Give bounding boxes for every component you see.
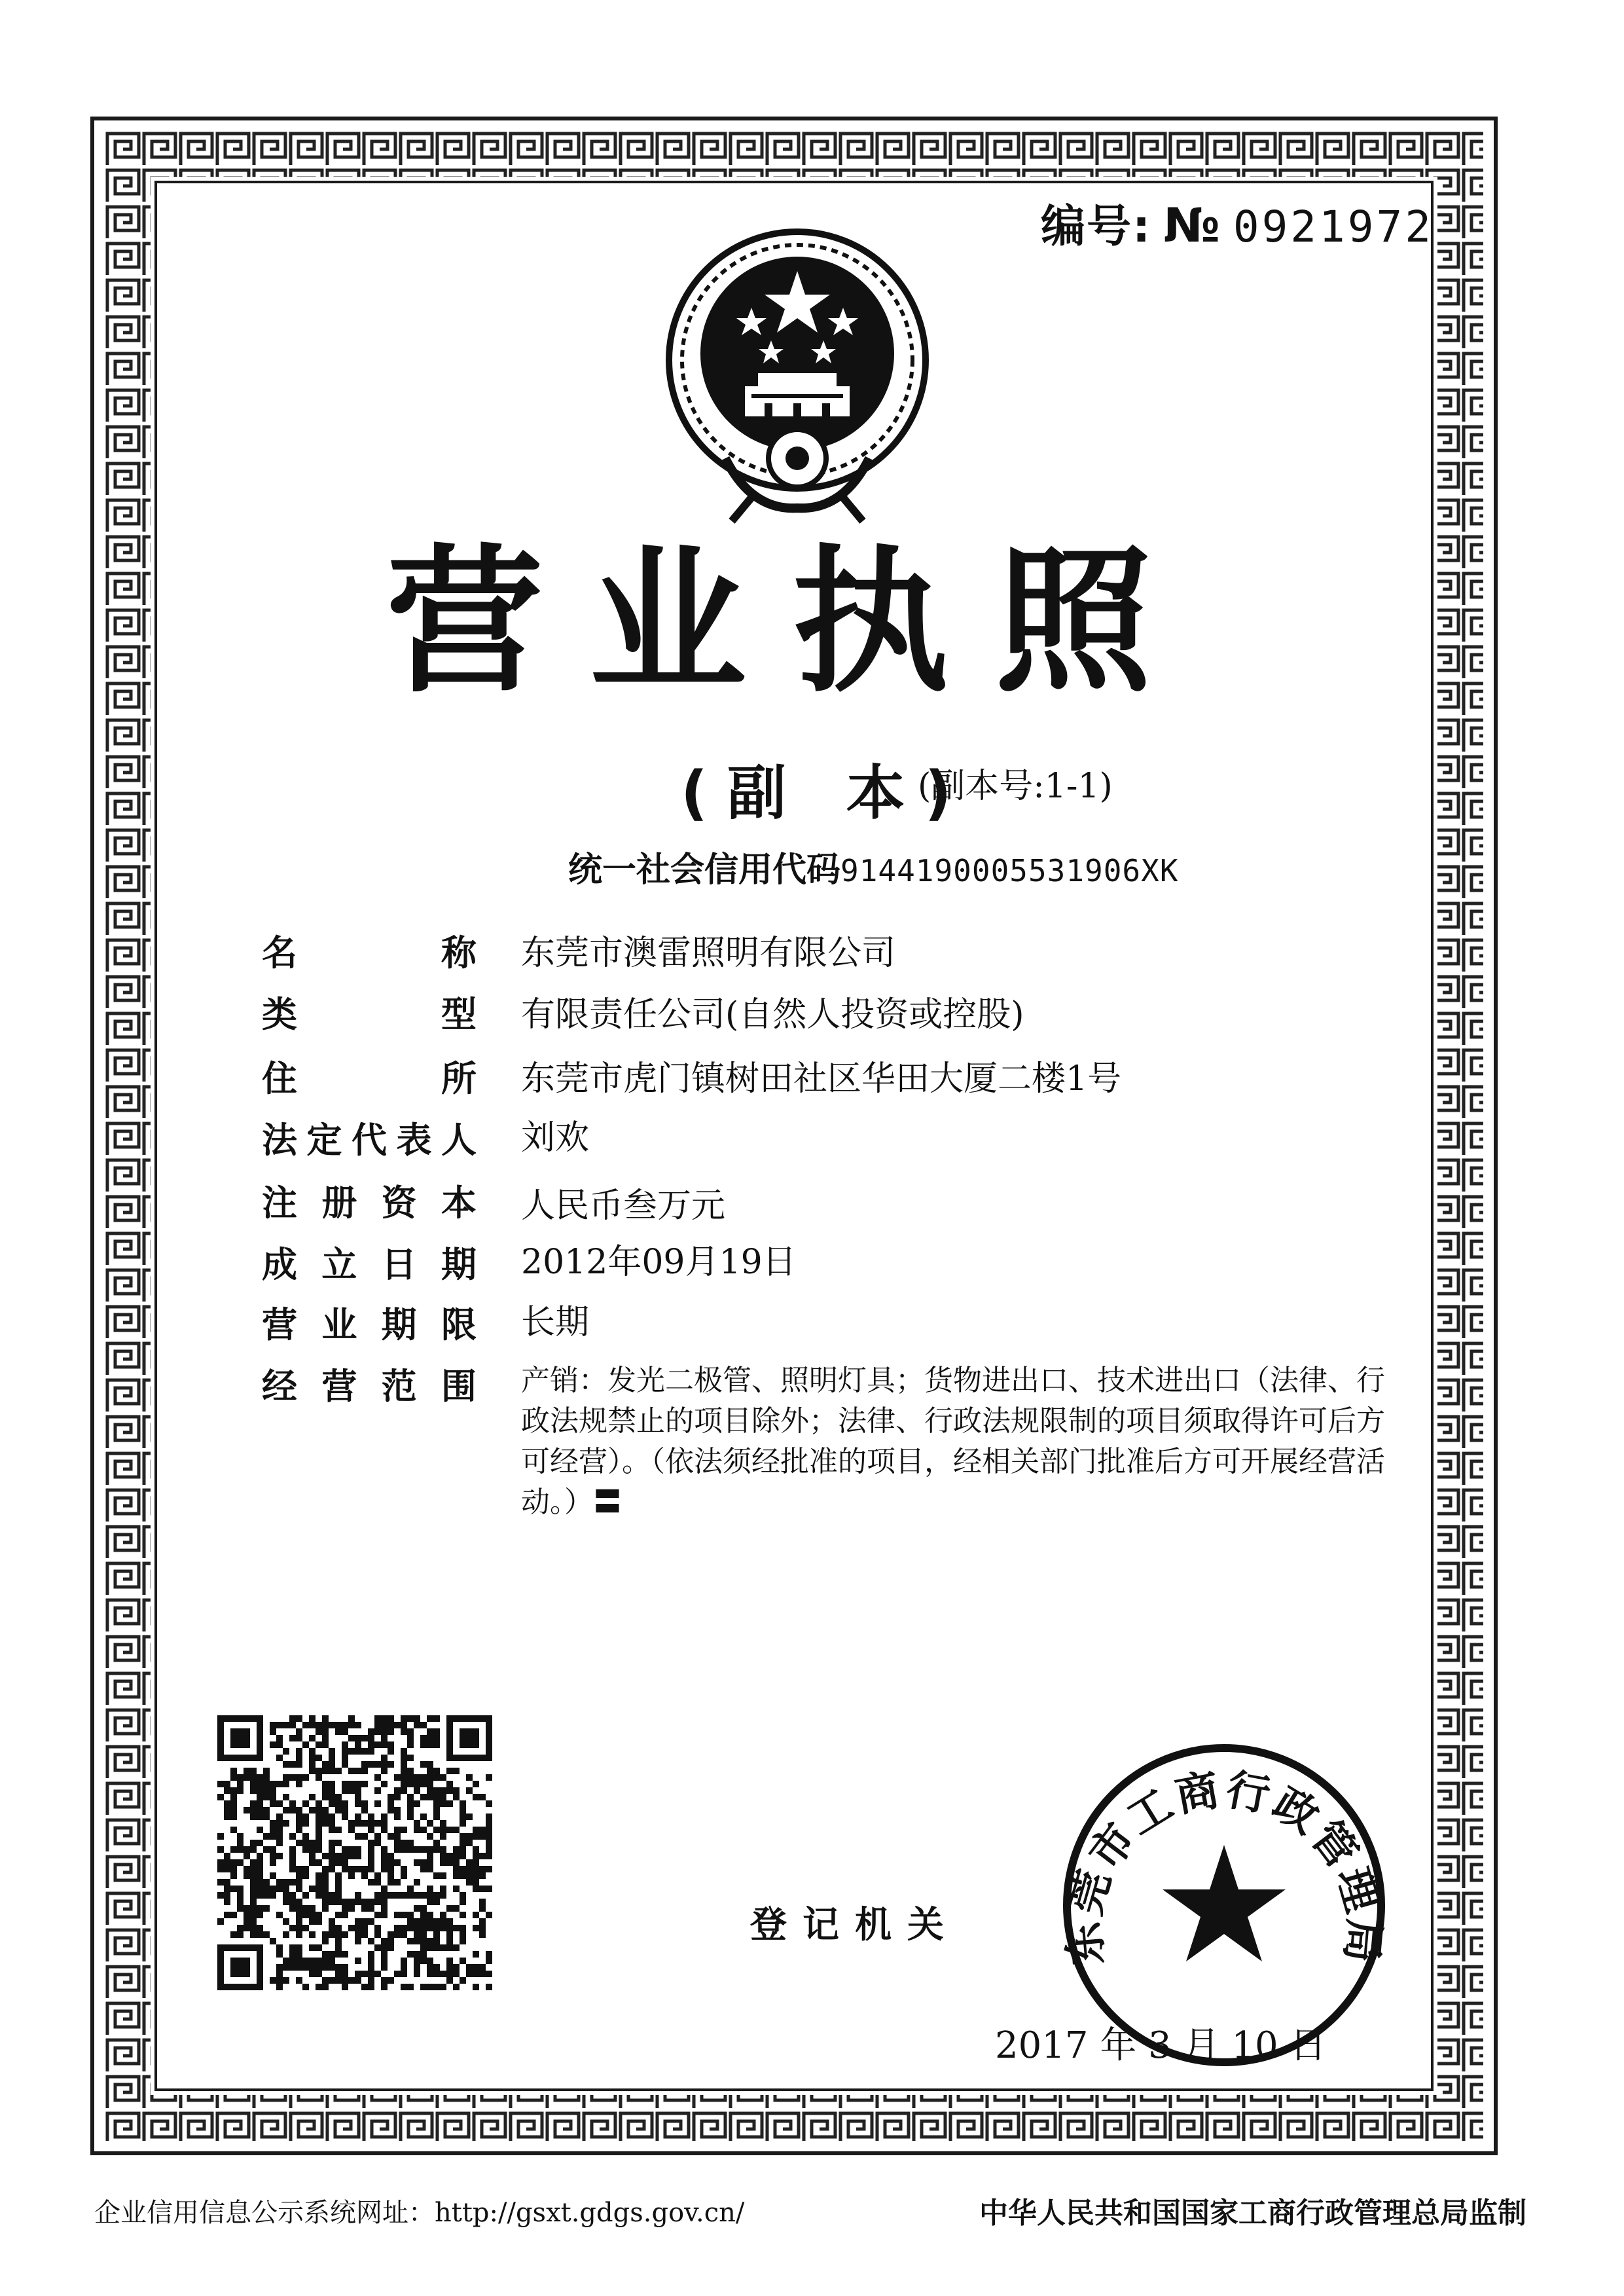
field-label-legal-rep: 法定代表人 [262,1120,477,1161]
field-label-term: 营业期限 [262,1304,477,1345]
field-value-term: 长期 [521,1303,590,1342]
field-label-est-date: 成立日期 [262,1244,477,1285]
field-label-type: 类型 [262,994,477,1035]
document-title: 营业执照 [386,530,1198,714]
authority-label: 登记机关 [750,1904,960,1946]
field-label-capital: 注册资本 [262,1182,477,1224]
seal-text: 东莞市工商行政管理局 [1058,1764,1390,1967]
field-value-scope: 产销：发光二极管、照明灯具；货物进出口、技术进出口（法律、行政法规禁止的项目除外；法律、行政法规限制的项目须取得许可后方可经营）。（依法须经批准的项目，经相关部门批准后方可开展经营活动。）〓 [521,1364,1385,1519]
field-value-est-date: 2012年09月19日 [521,1243,797,1282]
copy-number: (副本号:1-1) [918,767,1113,806]
field-value-name: 东莞市澳雷照明有限公司 [521,934,896,973]
issue-date: 2017 年 3 月 10 日 [995,2024,1327,2067]
serial-number [1041,191,1434,255]
footer-supervisor: 中华人民共和国国家工商行政管理总局监制 [979,2196,1526,2230]
field-label-scope: 经营范围 [262,1366,477,1407]
numero-mark: № [1163,198,1221,253]
seal-star-icon [1163,1845,1286,1961]
credit-code-value: 9144190005531906XK [840,853,1179,888]
field-value-address: 东莞市虎门镇树田社区华田大厦二楼1号 [521,1059,1122,1099]
credit-code-label: 统一社会信用代码 [568,850,841,890]
credit-code [568,842,1179,891]
field-value-legal-rep: 刘欢 [521,1118,590,1157]
field-label-address: 住所 [262,1058,477,1099]
footer-website: 企业信用信息公示系统网址：http://gsxt.gdgs.gov.cn/ [94,2198,745,2228]
field-value-type: 有限责任公司(自然人投资或控股) [521,995,1024,1034]
national-emblem-icon [653,223,941,524]
qr-code [217,1715,492,1990]
serial-label: 编号: [1041,201,1152,253]
field-label-name: 名称 [262,932,477,974]
field-value-capital: 人民币叁万元 [521,1186,726,1226]
copy-label: (副 本) [681,759,971,828]
serial-value: 0921972 [1233,202,1434,252]
